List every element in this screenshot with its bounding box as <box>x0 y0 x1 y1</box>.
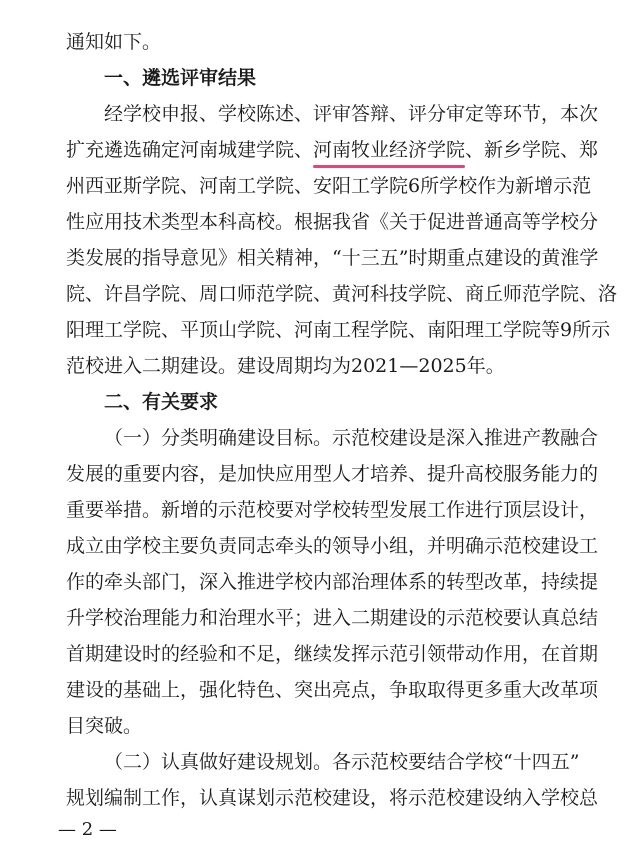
intro-text: 通知如下。 <box>66 31 162 53</box>
section-heading-1: 一、遴选评审结果 <box>104 67 257 89</box>
paragraph-text: 扩充遴选确定河南城建学院、 <box>66 139 314 161</box>
highlighted-text: 河南牧业经济学院 <box>313 139 466 161</box>
paragraph-line: （一）分类明确建设目标。示范校建设是深入推进产教融合 <box>104 427 599 449</box>
paragraph-line: 首期建设时的经验和不足，继续发挥示范引领带动作用，在首期 <box>66 643 599 665</box>
page-number: — 2 — <box>58 819 117 840</box>
paragraph-line: 升学校治理能力和治理水平；进入二期建设的示范校要认真总结 <box>66 607 599 629</box>
paragraph-line: 经学校申报、学校陈述、评审答辩、评分审定等环节，本次 <box>104 103 599 125</box>
paragraph-line: 类发展的指导意见》相关精神，“十三五”时期重点建设的黄淮学 <box>66 247 599 269</box>
paragraph-line: 成立由学校主要负责同志牵头的领导小组，并明确示范校建设工 <box>66 535 599 557</box>
paragraph-line: 重要举措。新增的示范校要对学校转型发展工作进行顶层设计， <box>66 499 599 521</box>
paragraph-line: 目突破。 <box>66 715 143 737</box>
paragraph-line: 作的牵头部门，深入推进学校内部治理体系的转型改革，持续提 <box>66 571 599 593</box>
paragraph-line: 发展的重要内容，是加快应用型人才培养、提升高校服务能力的 <box>66 463 599 485</box>
paragraph-line: 阳理工学院、平顶山学院、河南工程学院、南阳理工学院等9所示 <box>66 319 611 341</box>
paragraph-text: 、新乡学院、郑 <box>465 139 599 161</box>
paragraph-line: 性应用技术类型本科高校。根据我省《关于促进普通高等学校分 <box>66 211 599 233</box>
paragraph-line: 范校进入二期建设。建设周期均为2021—2025年。 <box>66 355 505 377</box>
highlighted-school-name <box>313 138 465 162</box>
paragraph-line <box>66 138 598 162</box>
paragraph-line: （二）认真做好建设规划。各示范校要结合学校“十四五” <box>104 751 580 773</box>
paragraph-line: 建设的基础上，强化特色、突出亮点，争取取得更多重大改革项 <box>66 679 599 701</box>
paragraph-line: 规划编制工作，认真谋划示范校建设，将示范校建设纳入学校总 <box>66 787 599 809</box>
paragraph-line: 院、许昌学院、周口师范学院、黄河科技学院、商丘师范学院、洛 <box>66 283 618 305</box>
section-heading-2: 二、有关要求 <box>104 391 219 413</box>
paragraph-line: 州西亚斯学院、河南工学院、安阳工学院6所学校作为新增示范 <box>66 175 592 197</box>
highlight-underline <box>313 165 465 168</box>
